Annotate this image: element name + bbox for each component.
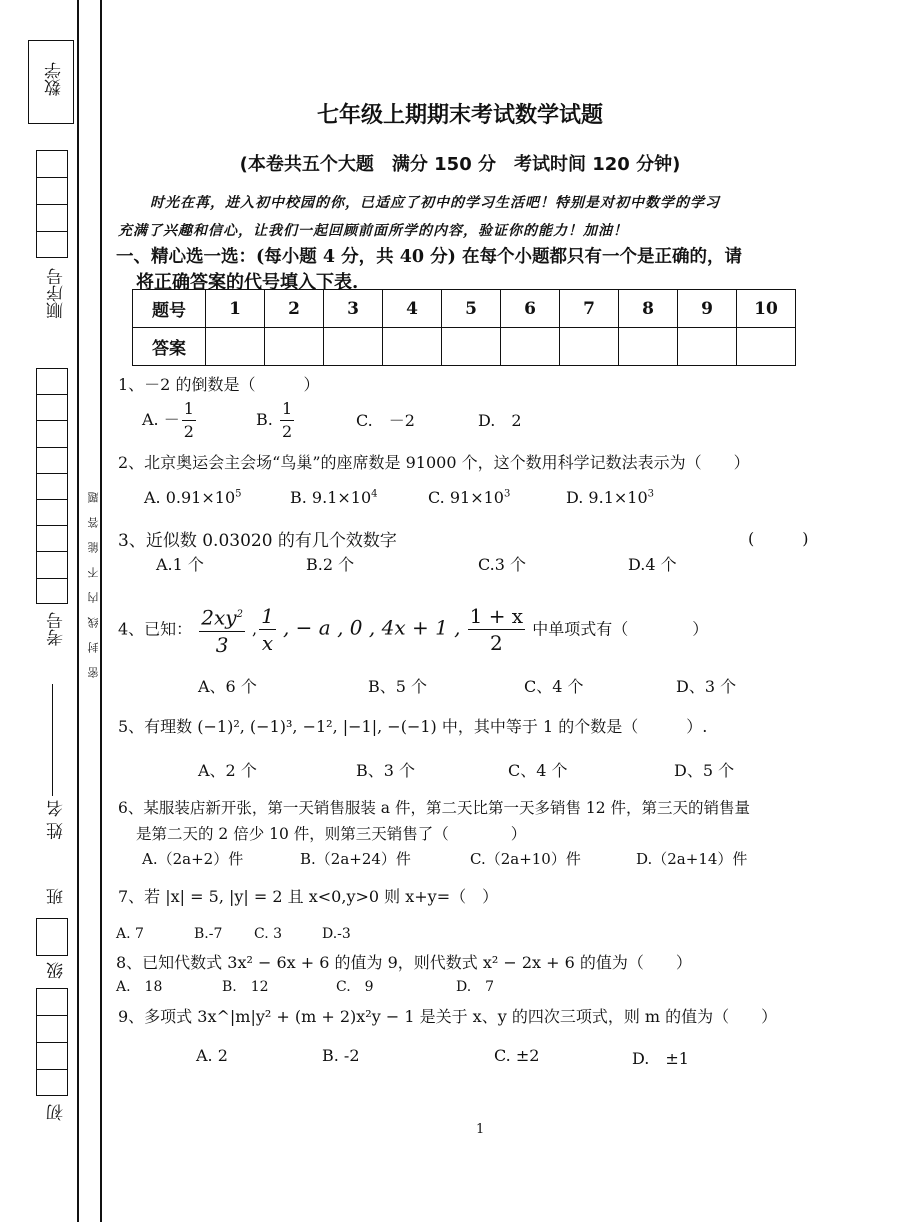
q5-option-c: C、4 个	[508, 761, 568, 780]
class-label: 班	[47, 888, 67, 905]
q4-option-c: C、4 个	[524, 677, 584, 696]
answer-table-number: 8	[619, 290, 678, 328]
seq-number-label: 顺序号	[47, 268, 67, 319]
q5-option-d: D、5 个	[674, 761, 735, 780]
q6-line-1: 6、某服装店新开张，第一天销售服装 a 件，第二天比第一天多销售 12 件，第三天的销售量	[118, 799, 751, 817]
q2-option-b: B. $9.1\times 10^4$	[290, 488, 378, 507]
page-number: 1	[476, 1122, 485, 1137]
seal-notice: 密封线内不能答题	[87, 478, 100, 678]
answer-cell[interactable]	[265, 328, 324, 366]
q2-stem: 2、北京奥运会主会场“鸟巢”的座席数是 91000 个，这个数用科学记数法表示为（ ）	[118, 453, 750, 472]
answer-table-number: 10	[737, 290, 796, 328]
exam-number-label: 考号	[47, 612, 67, 646]
answer-table-number: 2	[265, 290, 324, 328]
grade-label: 级	[47, 962, 67, 979]
q8-option-c: C. 9	[336, 979, 374, 995]
q8-option-d: D. 7	[456, 979, 495, 995]
answer-cell[interactable]	[678, 328, 737, 366]
exam-number-boxes	[36, 368, 68, 604]
section1-heading-2: 将正确答案的代号填入下表.	[136, 272, 359, 293]
q5-option-a: A、2 个	[198, 761, 257, 780]
answer-cell[interactable]	[383, 328, 442, 366]
q3-bracket: ( )	[748, 529, 809, 548]
answer-table-header-label: 题号	[133, 290, 206, 328]
q4-option-a: A、6 个	[198, 677, 257, 696]
answer-cell[interactable]	[206, 328, 265, 366]
q7-option-b: B.-7	[194, 926, 223, 942]
q1-stem: 1、－2 的倒数是（ ）	[118, 375, 320, 394]
q4-stem: 4、已知： $\frac{2xy^2}{3}$ , $\frac{1}{x}$ , − a , 0 , 4x + 1 , $\frac{1 + x}{2}$ 中单项式有（ ）	[118, 602, 708, 658]
answer-table-number: 5	[442, 290, 501, 328]
q9-option-c: C. ±2	[494, 1046, 540, 1065]
name-blank-line	[52, 684, 53, 796]
answer-table-number: 3	[324, 290, 383, 328]
answer-cell[interactable]	[619, 328, 678, 366]
intro-line-2: 充满了兴趣和信心，让我们一起回顾前面所学的内容，验证你的能力！加油！	[118, 223, 628, 239]
q7-option-d: D.-3	[322, 926, 351, 942]
q3-option-c: C.3 个	[478, 555, 527, 574]
q8-option-b: B. 12	[222, 979, 269, 995]
chu-label: 初	[47, 1104, 67, 1121]
q8-option-a: A. 18	[116, 979, 163, 995]
answer-table-number: 4	[383, 290, 442, 328]
q9-option-b: B. -2	[322, 1046, 360, 1065]
q7-option-c: C. 3	[254, 926, 283, 942]
q5-option-b: B、3 个	[356, 761, 416, 780]
section1-heading: 一、精心选一选：(每小题 4 分，共 40 分) 在每个小题都只有一个是正确的，请	[116, 247, 743, 267]
q3-option-d: D.4 个	[628, 555, 677, 574]
answer-table-number: 6	[501, 290, 560, 328]
q6-option-d: D.（2a+14）件	[636, 850, 748, 868]
q8-stem: 8、已知代数式 3x² − 6x + 6 的值为 9，则代数式 x² − 2x + 6 的值为（ ）	[116, 953, 692, 972]
answer-table-number: 7	[560, 290, 619, 328]
q9-option-d: D. ±1	[632, 1049, 689, 1068]
subject-label: 数学	[45, 62, 65, 96]
q2-option-c: C. $91\times 10^3$	[428, 488, 511, 507]
answer-cell[interactable]	[737, 328, 796, 366]
answer-cell[interactable]	[442, 328, 501, 366]
page-subtitle: (本卷共五个大题 满分 150 分 考试时间 120 分钟)	[239, 154, 681, 175]
q3-stem: 3、近似数 0.03020 的有几个效数字	[118, 531, 397, 551]
answer-table-number: 9	[678, 290, 737, 328]
answer-cell[interactable]	[501, 328, 560, 366]
q9-stem: 9、多项式 3x^|m|y² + (m + 2)x²y − 1 是关于 x、y 的四次三项式，则 m 的值为（ ）	[118, 1007, 778, 1026]
answer-table-answer-label: 答案	[133, 328, 206, 366]
q6-option-b: B.（2a+24）件	[300, 850, 411, 868]
q3-option-a: A.1 个	[156, 555, 204, 574]
q9-option-a: A. 2	[196, 1046, 228, 1065]
q6-line-2: 是第二天的 2 倍少 10 件，则第三天销售了（ ）	[136, 825, 527, 843]
answer-table	[132, 289, 796, 366]
answer-table-number: 1	[206, 290, 265, 328]
q5-stem: 5、有理数 (−1)², (−1)³, −1², |−1|, −(−1) 中，其中等于 1 的个数是（ ）.	[118, 717, 708, 736]
page-title: 七年级上期期末考试数学试题	[316, 103, 603, 128]
q4-option-b: B、5 个	[368, 677, 428, 696]
q7-option-a: A. 7	[116, 926, 144, 942]
answer-cell[interactable]	[324, 328, 383, 366]
grade-boxes	[36, 988, 68, 1096]
q1-option-b: B. $\frac{1}{2}$	[256, 399, 293, 441]
q6-option-c: C.（2a+10）件	[470, 850, 581, 868]
q2-option-d: D. $9.1\times 10^3$	[566, 488, 655, 507]
q1-option-c: C. －2	[356, 411, 415, 430]
q3-option-b: B.2 个	[306, 555, 355, 574]
name-label: 姓 名	[47, 800, 67, 840]
q1-option-d: D. 2	[478, 411, 522, 430]
q6-option-a: A.（2a+2）件	[142, 850, 244, 868]
answer-cell[interactable]	[560, 328, 619, 366]
q7-stem: 7、若 |x| = 5, |y| = 2 且 x<0,y>0 则 x+y=（ ）	[118, 887, 499, 906]
binding-line-1	[77, 0, 79, 1222]
intro-line-1: 时光在苒，进入初中校园的你，已适应了初中的学习生活吧！特别是对初中数学的学习	[150, 195, 720, 211]
q2-option-a: A. $0.91\times 10^5$	[144, 488, 242, 507]
q4-option-d: D、3 个	[676, 677, 737, 696]
class-box	[36, 918, 68, 956]
q1-option-a: A. － $\frac{1}{2}$	[142, 399, 194, 441]
